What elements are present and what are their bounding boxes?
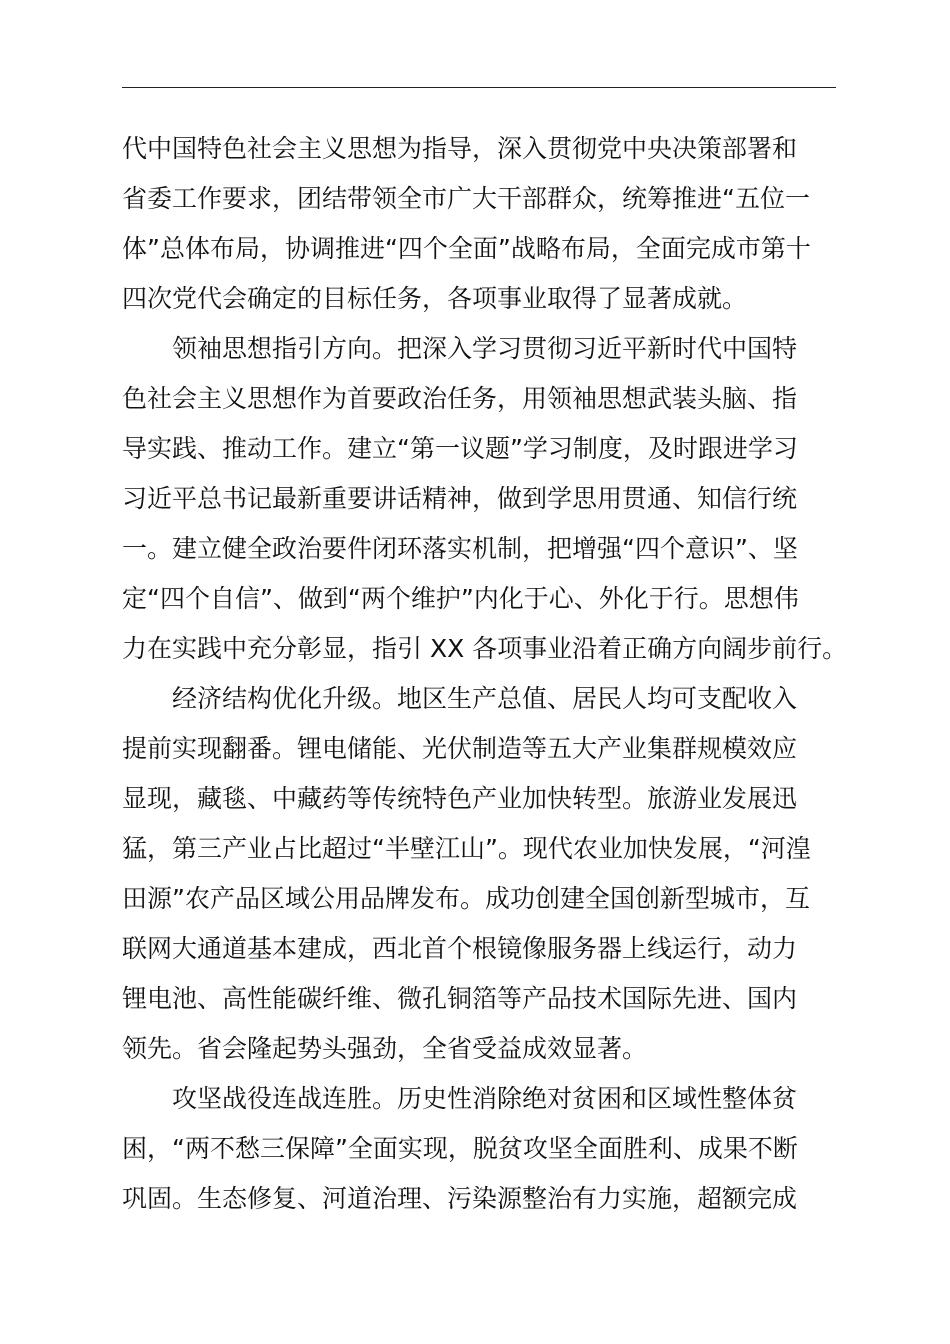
text-line: 力在实践中充分彰显，指引 XX 各项事业沿着正确方向阔步前行。 [122, 634, 848, 663]
text-line: 习近平总书记最新重要讲话精神，做到学思用贯通、知信行统 [122, 484, 798, 513]
text-line: 定“四个自信”、做到“两个维护”内化于心、外化于行。思想伟 [122, 584, 799, 613]
paragraph-first-line: 攻坚战役连战连胜。历史性消除绝对贫困和区域性整体贫 [172, 1084, 798, 1113]
text-line: 田源”农产品区域公用品牌发布。成功创建全国创新型城市，互 [122, 884, 810, 913]
header-rule [122, 87, 836, 88]
text-line: 四次党代会确定的目标任务，各项事业取得了显著成就。 [122, 284, 748, 313]
text-line: 一。建立健全政治要件闭环落实机制，把增强“四个意识”、坚 [122, 534, 798, 563]
text-line: 导实践、推动工作。建立“第一议题”学习制度，及时跟进学习 [122, 434, 798, 463]
text-line: 巩固。生态修复、河道治理、污染源整治有力实施，超额完成 [122, 1184, 798, 1213]
body-text [122, 124, 862, 1224]
text-line: 体”总体布局，协调推进“四个全面”战略布局，全面完成市第十 [122, 234, 811, 263]
text-line: 联网大通道基本建成，西北首个根镜像服务器上线运行，动力 [122, 934, 798, 963]
text-line: 锂电池、高性能碳纤维、微孔铜箔等产品技术国际先进、国内 [122, 984, 798, 1013]
text-line: 省委工作要求，团结带领全市广大干部群众，统筹推进“五位一 [122, 184, 810, 213]
text-line: 猛，第三产业占比超过“半壁江山”。现代农业加快发展，“河湟 [122, 834, 811, 863]
text-line: 代中国特色社会主义思想为指导，深入贯彻党中央决策部署和 [122, 134, 798, 163]
text-line: 显现，藏毯、中藏药等传统特色产业加快转型。旅游业发展迅 [122, 784, 798, 813]
paragraph-first-line: 领袖思想指引方向。把深入学习贯彻习近平新时代中国特 [172, 334, 798, 363]
text-line: 色社会主义思想作为首要政治任务，用领袖思想武装头脑、指 [122, 384, 798, 413]
text-line: 困，“两不愁三保障”全面实现，脱贫攻坚全面胜利、成果不断 [122, 1134, 798, 1163]
text-line: 领先。省会隆起势头强劲，全省受益成效显著。 [122, 1034, 648, 1063]
text-line: 提前实现翻番。锂电储能、光伏制造等五大产业集群规模效应 [122, 734, 798, 763]
paragraph-first-line: 经济结构优化升级。地区生产总值、居民人均可支配收入 [172, 684, 798, 713]
